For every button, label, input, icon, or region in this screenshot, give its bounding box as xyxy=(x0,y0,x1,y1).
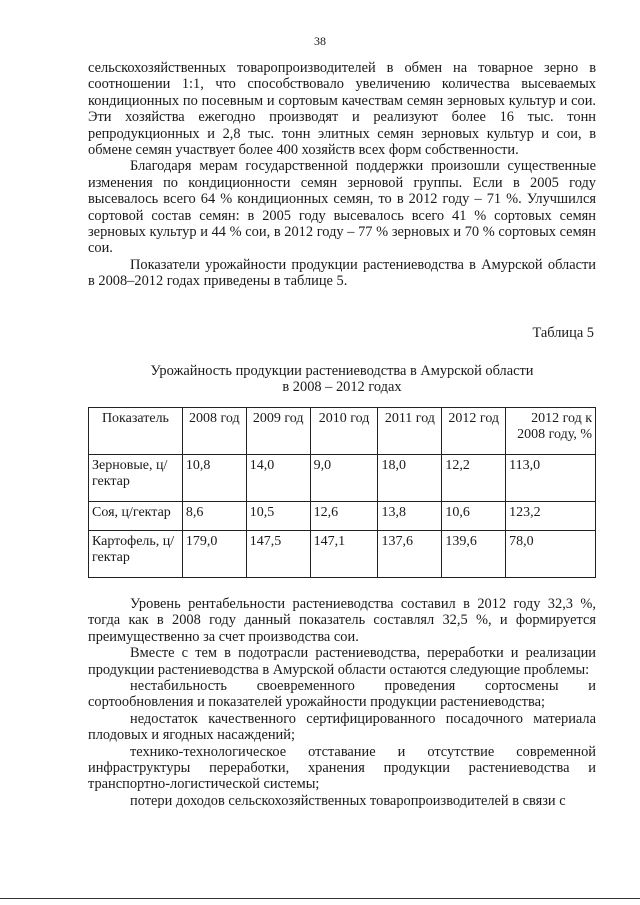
table-header-cell: Показатель xyxy=(89,408,183,455)
table-caption: Таблица 5 xyxy=(532,325,594,341)
table-cell: 179,0 xyxy=(182,531,246,578)
table-header-cell: 2012 год к 2008 году, % xyxy=(506,408,596,455)
body-text-top xyxy=(88,60,596,290)
table-header-cell: 2008 год xyxy=(182,408,246,455)
list-item: недостаток качественного сертифицированного посадочного материала плодовых и ягодных насаждений; xyxy=(88,710,596,744)
body-text-bottom xyxy=(88,596,596,809)
paragraph: Благодаря мерам государственной поддержки произошли существенные изменения по кондиционности семян зерновой группы. Если в 2005 году высевалось всего 64 % кондиционных семян, то в 2012 году – 71 %. Улучшился сортовой состав семян: в 2005 году высевалось всего 41 % сортовых семян зерновых культур и 44 % сои, в 2012 году – 77 % зерновых и 70 % сортовых семян сои. xyxy=(88,158,596,257)
table-cell: 147,5 xyxy=(246,531,310,578)
list-item: потери доходов сельскохозяйственных товаропроизводителей в связи с xyxy=(130,792,566,809)
table-cell: 12,6 xyxy=(310,502,378,531)
table-row xyxy=(89,531,596,578)
table-cell: 137,6 xyxy=(378,531,442,578)
table-cell: 10,6 xyxy=(442,502,506,531)
table-cell: 10,5 xyxy=(246,502,310,531)
table-title-line: в 2008 – 2012 годах xyxy=(282,379,402,396)
table-header-cell: 2009 год xyxy=(246,408,310,455)
table-cell: 113,0 xyxy=(506,455,596,502)
table-row xyxy=(89,455,596,502)
table-cell: 139,6 xyxy=(442,531,506,578)
paragraph: Уровень рентабельности растениеводства составил в 2012 году 32,3 %, тогда как в 2008 году данный показатель составлял 32,5 %, и формируется преимущественно за счет производства сои. xyxy=(88,596,596,645)
list-item: нестабильность своевременного проведения сортосмены и сортообновления и показателей урожайности продукции растениеводства; xyxy=(88,678,596,711)
scan-edge-divider xyxy=(0,898,640,899)
table-header-cell: 2011 год xyxy=(378,408,442,455)
table-title xyxy=(88,363,596,396)
table-row xyxy=(89,502,596,531)
table-header-row xyxy=(89,408,596,455)
table-cell: 8,6 xyxy=(182,502,246,531)
paragraph: сельскохозяйственных товаропроизводителей в обмен на товарное зерно в соотношении 1:1, что способствовало увеличению количества высеваемых кондиционных по посевным и сортовым качествам семян зерновых культур и сои. Эти хозяйства ежегодно производят и реализуют более 16 тыс. тонн репродукционных и 2,8 тыс. тонн элитных семян зерновых культур и сои, в обмене семян участвует более 400 хозяйств всех форм собственности. xyxy=(88,60,596,159)
table-cell: 12,2 xyxy=(442,455,506,502)
table-cell: 13,8 xyxy=(378,502,442,531)
table-cell: Картофель, ц/гектар xyxy=(89,531,183,578)
yield-table xyxy=(88,407,596,578)
table-cell: 14,0 xyxy=(246,455,310,502)
table-cell: 78,0 xyxy=(506,531,596,578)
paragraph: Вместе с тем в подотрасли растениеводства, переработки и реализации продукции растениеводства в Амурской области остаются следующие проблемы: xyxy=(88,645,596,678)
table-cell: Зерновые, ц/гектар xyxy=(89,455,183,502)
table-header-cell: 2010 год xyxy=(310,408,378,455)
table-cell: 9,0 xyxy=(310,455,378,502)
table-header-cell: 2012 год xyxy=(442,408,506,455)
table-cell: 147,1 xyxy=(310,531,378,578)
list-item: технико-технологическое отставание и отсутствие современной инфраструктуры переработки, хранения продукции растениеводства и транспортно-логистической системы; xyxy=(88,743,596,793)
table-cell: Соя, ц/гектар xyxy=(89,502,183,531)
table-title-line: Урожайность продукции растениеводства в Амурской области xyxy=(150,363,534,379)
table-cell: 10,8 xyxy=(182,455,246,502)
paragraph: Показатели урожайности продукции растениеводства в Амурской области в 2008–2012 годах приведены в таблице 5. xyxy=(88,256,596,290)
page-number: 38 xyxy=(314,34,326,48)
table-cell: 18,0 xyxy=(378,455,442,502)
table-cell: 123,2 xyxy=(506,502,596,531)
